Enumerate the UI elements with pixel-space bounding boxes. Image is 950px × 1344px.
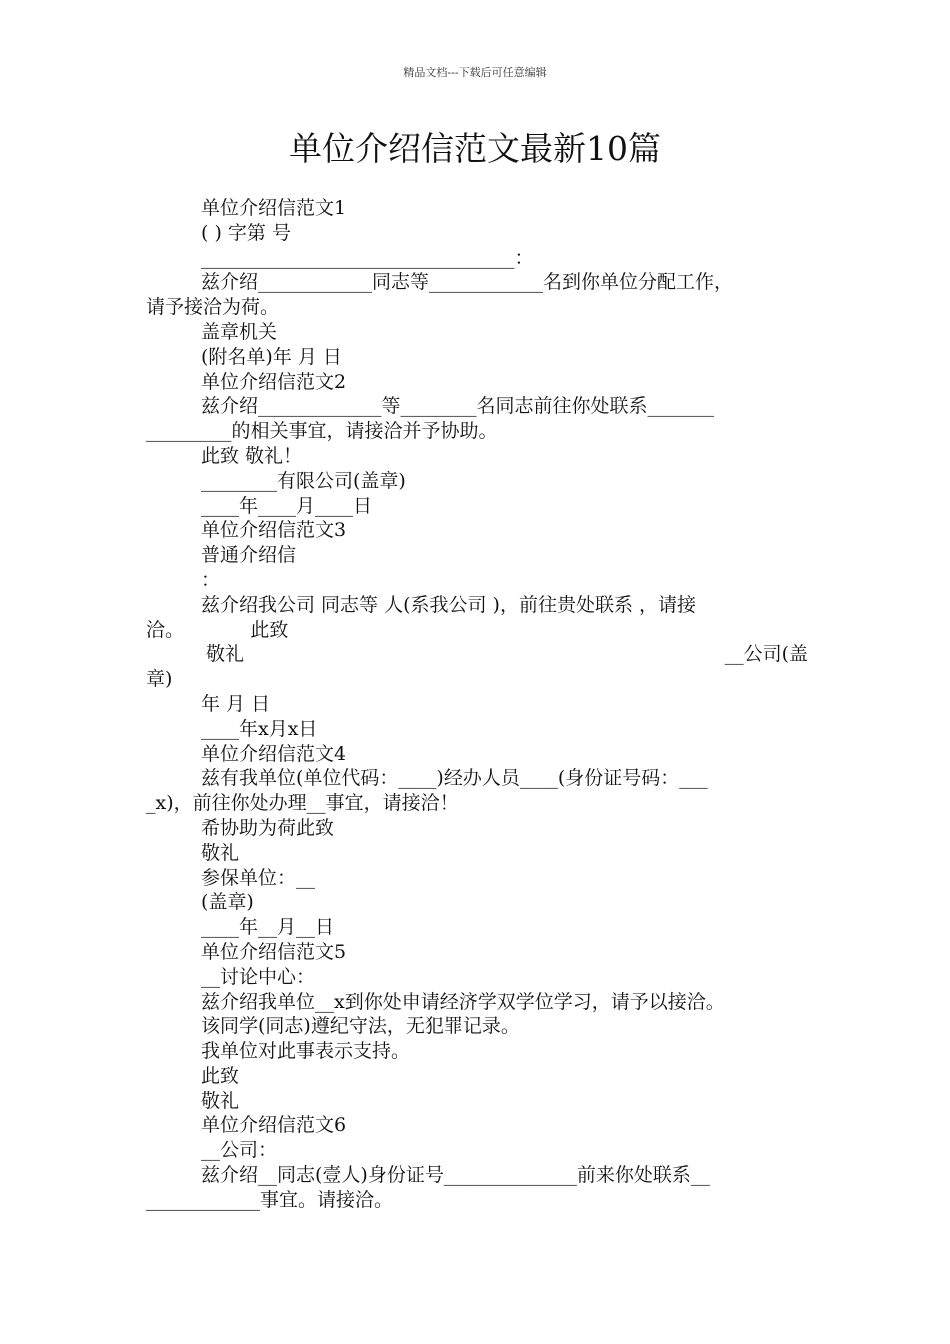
- text-line: 兹介绍我公司 同志等 人(系我公司 )，前往贵处联系 ，请接: [201, 593, 696, 616]
- text-line: 兹介绍_____________等________名同志前往你处联系_______: [201, 395, 715, 418]
- text-line: _________________________________：: [201, 246, 534, 269]
- text-line: 普通介绍信: [201, 544, 297, 567]
- text-line: ____年____月____日: [201, 494, 373, 517]
- text-line: 请予接洽为荷。: [146, 296, 280, 319]
- text-line: __公司：: [201, 1139, 278, 1162]
- section-heading-6: 单位介绍信范文6: [201, 1114, 347, 1137]
- text-line-justified: [146, 642, 808, 667]
- document-title: 单位介绍信范文最新10篇: [289, 129, 661, 168]
- text-line: _x)，前往你处办理__事宜，请接洽！: [146, 792, 459, 815]
- text-line: 希协助为荷此致: [201, 816, 335, 839]
- text-line: 兹介绍____________同志等____________名到你单位分配工作，: [201, 271, 734, 294]
- section-heading-2: 单位介绍信范文2: [201, 370, 347, 393]
- text-line: 兹介绍__同志(壹人)身份证号______________前来你处联系__: [201, 1164, 710, 1187]
- text-line: __讨论中心：: [201, 965, 316, 988]
- text-line: ：: [201, 568, 221, 591]
- text-line: 敬礼: [201, 1089, 240, 1112]
- text-line: ____年x月x日: [201, 717, 318, 740]
- text-line: 该同学(同志)遵纪守法，无犯罪记录。: [201, 1015, 520, 1038]
- text-line: ____年__月__日: [201, 916, 335, 939]
- text-line: ____________事宜。请接洽。: [146, 1188, 394, 1211]
- text-line: 此致 敬礼！: [201, 444, 303, 467]
- text-line: ( ) 字第 号: [201, 221, 291, 244]
- section-heading-3: 单位介绍信范文3: [201, 519, 347, 542]
- text-line: 此致: [201, 1064, 240, 1087]
- page-header: 精品文档---下载后可任意编辑: [403, 66, 547, 79]
- text-line: 洽。 此致: [146, 618, 289, 641]
- document-body: [146, 196, 808, 1213]
- text-line: 敬礼: [201, 841, 240, 864]
- text-line: 盖章机关: [201, 320, 278, 343]
- text-line: 我单位对此事表示支持。: [201, 1040, 411, 1063]
- text-line: 章): [146, 668, 173, 691]
- text-line: (附名单)年 月 日: [201, 345, 342, 368]
- section-heading-4: 单位介绍信范文4: [201, 742, 347, 765]
- text-line: ________有限公司(盖章): [201, 469, 406, 492]
- text-line: 兹有我单位(单位代码：____)经办人员____(身份证号码：___: [201, 767, 708, 790]
- text-line: _________的相关事宜，请接洽并予协助。: [146, 420, 498, 443]
- text-line: (盖章): [201, 891, 254, 914]
- company-seal-text: __公司(盖: [724, 643, 808, 666]
- text-line: 年 月 日: [201, 692, 271, 715]
- text-line: 兹介绍我单位__x到你处申请经济学双学位学习，请予以接洽。: [201, 990, 725, 1013]
- section-heading-5: 单位介绍信范文5: [201, 940, 347, 963]
- section-heading-1: 单位介绍信范文1: [201, 197, 347, 219]
- text-line: 参保单位：__: [201, 866, 316, 889]
- closing-text: 敬礼: [206, 643, 245, 666]
